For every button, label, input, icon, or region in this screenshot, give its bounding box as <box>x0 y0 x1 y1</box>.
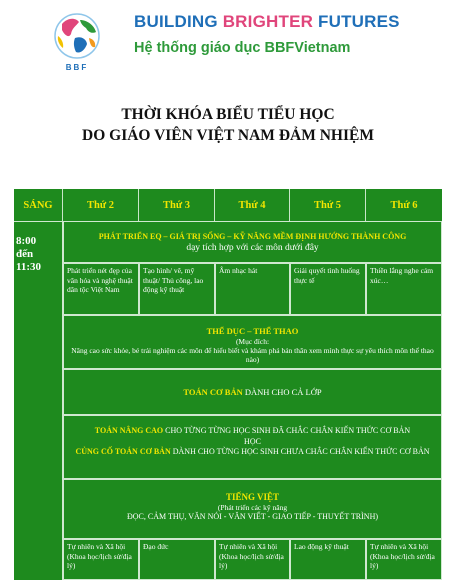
tagline-futures: FUTURES <box>318 12 400 31</box>
last-cell-thu: Lao động kỹ thuật <box>290 539 366 580</box>
basic-math-line <box>183 387 321 397</box>
session-header: SÁNG <box>14 189 63 221</box>
page-subtitle: DO GIÁO VIÊN VIỆT NAM ĐẢM NHIỆM <box>82 127 374 144</box>
advanced-math-rest: CHO TỪNG TỪNG HỌC SINH ĐÃ CHẮC CHẮN KIẾN THỨC CƠ BẢN <box>163 426 411 435</box>
vietnamese-title: TIẾNG VIỆT <box>225 492 280 502</box>
time-from: 8:00 <box>16 235 37 247</box>
eq-cell-fri: Thiền lắng nghe cảm xúc… <box>366 263 442 315</box>
pe-purpose-text: Nâng cao sức khỏe, bé trải nghiệm các môn để hiểu biết và khám phá bản thân xem mình thực sự yêu thích môn thể thao nào) <box>71 346 434 364</box>
tagline-brighter: BRIGHTER <box>222 12 314 31</box>
advanced-math-block <box>63 415 442 479</box>
day-header-tue: Thứ 3 <box>139 189 215 221</box>
page-title: THỜI KHÓA BIỂU TIỂU HỌC <box>121 106 335 123</box>
last-cell-wed: Tự nhiên và Xã hội (Khoa học/lịch sử/địa lý) <box>215 539 290 580</box>
advanced-math-title: TOÁN NÂNG CAO <box>94 426 164 435</box>
eq-cell-thu: Giải quyết tình huống thực tế <box>290 263 366 315</box>
pe-purpose-label: (Mục đích: <box>235 337 270 346</box>
advanced-math-line <box>68 426 437 447</box>
eq-cell-mon: Phát triển nét đẹp của văn hóa và nghệ thuật dân tộc Việt Nam <box>63 263 139 315</box>
brand-header <box>0 0 456 80</box>
eq-block <box>63 221 442 263</box>
reinforce-math-title: CỦNG CỐ TOÁN CƠ BẢN <box>75 447 171 456</box>
vietnamese-sub1: (Phát triển các kỹ năng <box>217 503 288 512</box>
schedule-grid <box>63 221 442 580</box>
day-header-thu: Thứ 5 <box>290 189 366 221</box>
eq-cell-tue: Tạo hình/ vẽ, mỹ thuật/ Thủ công, lao động kỹ thuật <box>139 263 215 315</box>
pe-block <box>63 315 442 369</box>
reinforce-math-line <box>68 447 437 458</box>
day-header-fri: Thứ 6 <box>390 199 418 211</box>
tagline-building: BUILDING <box>134 12 218 31</box>
bbf-globe-logo <box>42 10 112 74</box>
day-header-wed: Thứ 4 <box>215 189 290 221</box>
eq-title: PHÁT TRIỂN EQ – GIÁ TRỊ SỐNG – KỸ NĂNG MỀM ĐỊNH HƯỚNG THÀNH CÔNG <box>98 232 407 241</box>
eq-subtitle: dạy tích hợp với các môn dưới đây <box>186 243 319 253</box>
advanced-math-end: HỌC <box>244 436 261 446</box>
pe-title: THỂ DỤC – THỂ THAO <box>206 326 299 336</box>
vietnamese-block <box>63 479 442 539</box>
basic-math-rest: DÀNH CHO CẢ LỚP <box>242 387 322 397</box>
basic-math-block <box>63 369 442 415</box>
last-cell-mon: Tự nhiên và Xã hội (Khoa học/lịch sử/địa lý) <box>63 539 139 580</box>
eq-cell-wed: Âm nhạc hát <box>215 263 290 315</box>
time-to-word: đến <box>16 248 34 260</box>
basic-math-title: TOÁN CƠ BẢN <box>183 387 243 397</box>
time-to: 11:30 <box>16 261 42 273</box>
schedule-table <box>14 189 442 580</box>
reinforce-math-rest: DÀNH CHO TỪNG HỌC SINH CHƯA CHẮC CHẮN KIẾN THỨC CƠ BẢN <box>170 447 430 456</box>
vietnamese-sub2: ĐỌC, CẢM THỤ, VĂN NÓI - VĂN VIẾT - GIAO TIẾP - THUYẾT TRÌNH) <box>126 512 379 521</box>
day-header-mon: Thứ 2 <box>63 189 139 221</box>
logo-text: BBF <box>65 63 89 72</box>
brand-tagline <box>134 12 400 32</box>
last-cell-tue: Đạo đức <box>139 539 215 580</box>
time-range <box>16 235 41 274</box>
last-cell-fri: Tự nhiên và Xã hội (Khoa học/lịch sử/địa lý) <box>366 539 442 580</box>
system-name: Hệ thống giáo dục BBFVietnam <box>134 40 351 56</box>
